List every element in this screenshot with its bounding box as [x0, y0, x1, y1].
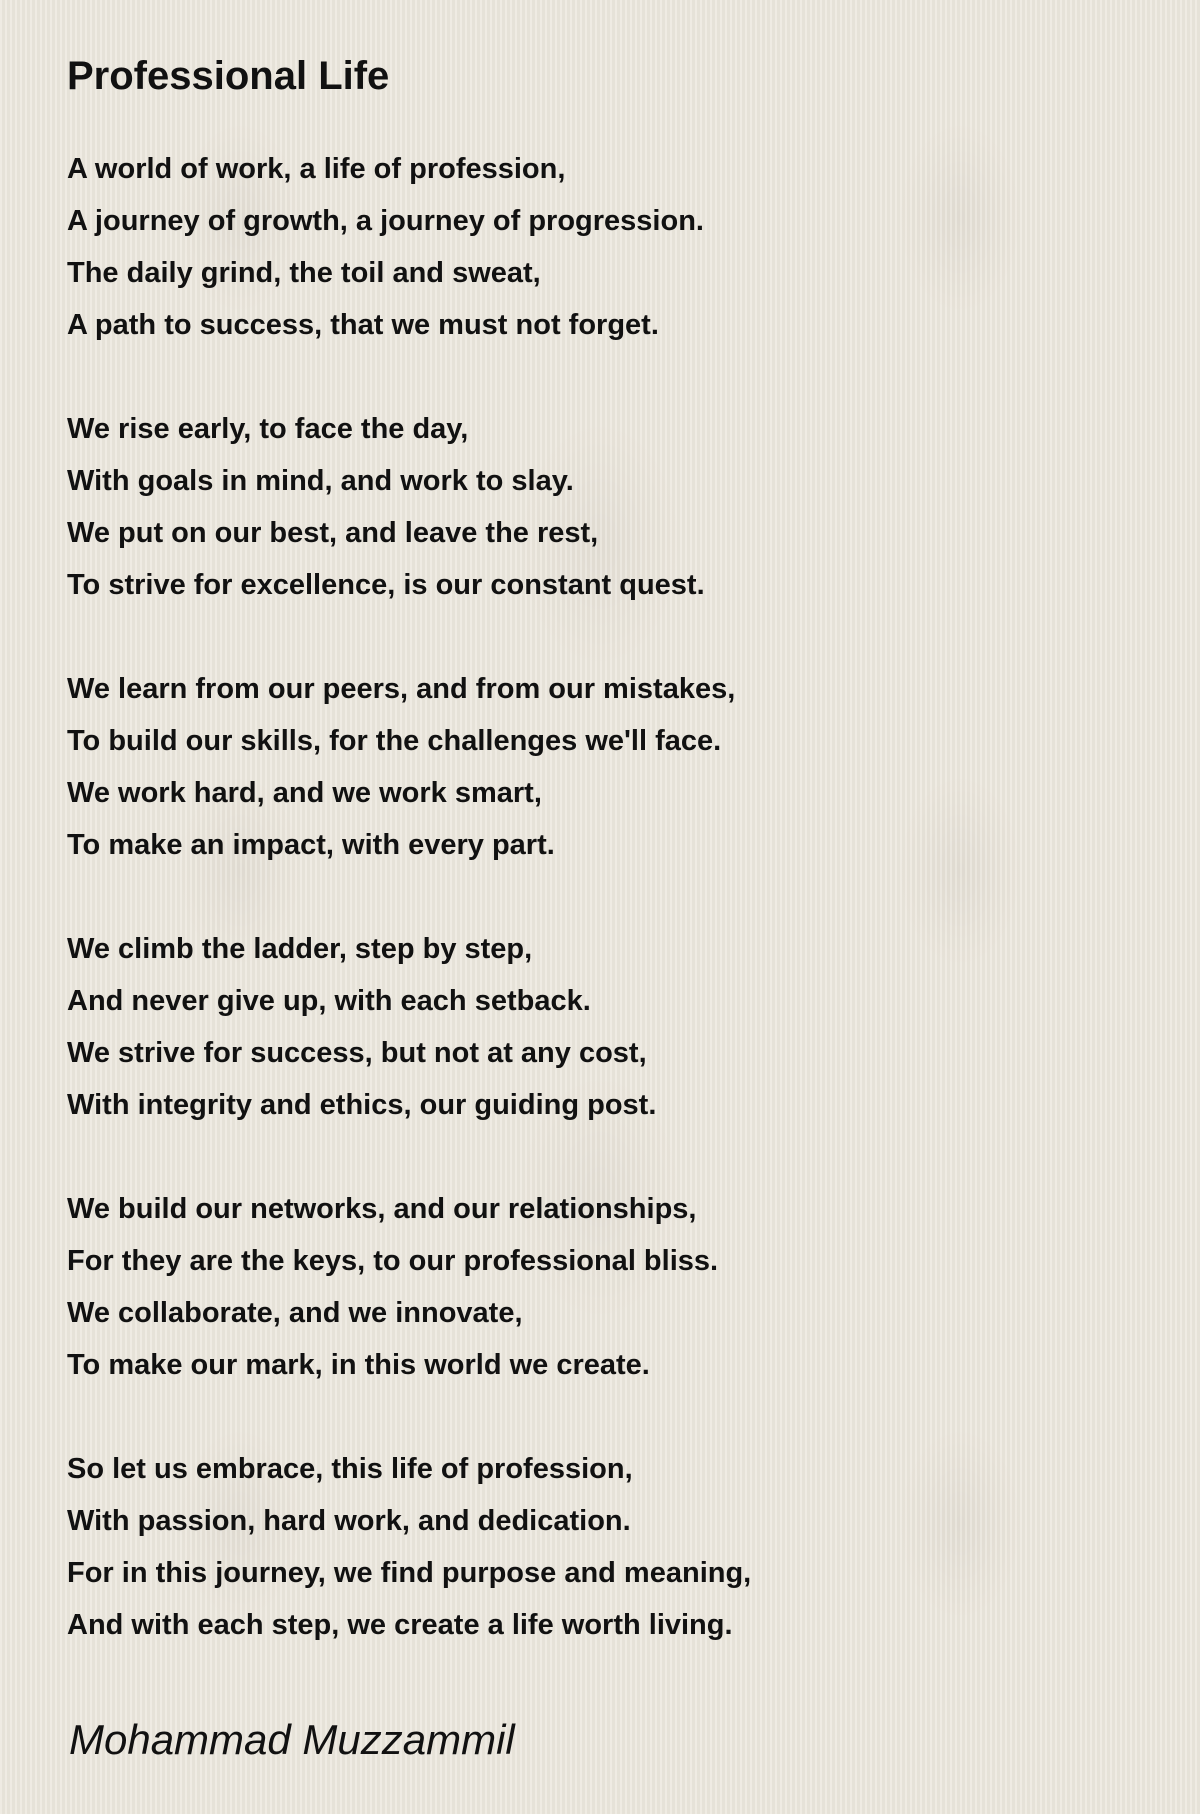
poem-body: [67, 143, 1160, 1651]
poem-title: Professional Life: [67, 54, 390, 98]
poem-container: [67, 50, 1160, 1651]
poem-line: A journey of growth, a journey of progression.: [67, 205, 704, 237]
stanza-4: [67, 923, 1160, 1131]
poem-line: For they are the keys, to our professional bliss.: [67, 1245, 719, 1277]
poem-line: We strive for success, but not at any cost,: [67, 1037, 647, 1069]
poem-line: So let us embrace, this life of profession,: [67, 1453, 633, 1485]
poem-line: With passion, hard work, and dedication.: [67, 1505, 631, 1537]
poem-line: We put on our best, and leave the rest,: [67, 517, 599, 549]
stanza-6: [67, 1443, 1160, 1651]
poem-line: We learn from our peers, and from our mistakes,: [67, 673, 736, 705]
poem-line: To strive for excellence, is our constant quest.: [67, 569, 705, 601]
poem-line: With goals in mind, and work to slay.: [67, 465, 574, 497]
poem-line: We work hard, and we work smart,: [67, 777, 542, 809]
poem-line: A world of work, a life of profession,: [67, 153, 566, 185]
poem-line: The daily grind, the toil and sweat,: [67, 257, 541, 289]
poem-line: To build our skills, for the challenges we'll face.: [67, 725, 722, 757]
stanza-1: [67, 143, 1160, 351]
poem-line: We collaborate, and we innovate,: [67, 1297, 523, 1329]
stanza-5: [67, 1183, 1160, 1391]
poem-line: A path to success, that we must not forget.: [67, 309, 659, 341]
poem-line: To make our mark, in this world we create.: [67, 1349, 650, 1381]
poem-author: Mohammad Muzzammil: [69, 1716, 515, 1763]
poem-line: We climb the ladder, step by step,: [67, 933, 533, 965]
stanza-3: [67, 663, 1160, 871]
poem-line: For in this journey, we find purpose and meaning,: [67, 1557, 752, 1589]
poem-line: With integrity and ethics, our guiding post.: [67, 1089, 657, 1121]
poem-line: And with each step, we create a life worth living.: [67, 1609, 733, 1641]
stanza-2: [67, 403, 1160, 611]
poem-line: And never give up, with each setback.: [67, 985, 591, 1017]
poem-line: We rise early, to face the day,: [67, 413, 469, 445]
poem-line: We build our networks, and our relationships,: [67, 1193, 697, 1225]
poem-line: To make an impact, with every part.: [67, 829, 555, 861]
